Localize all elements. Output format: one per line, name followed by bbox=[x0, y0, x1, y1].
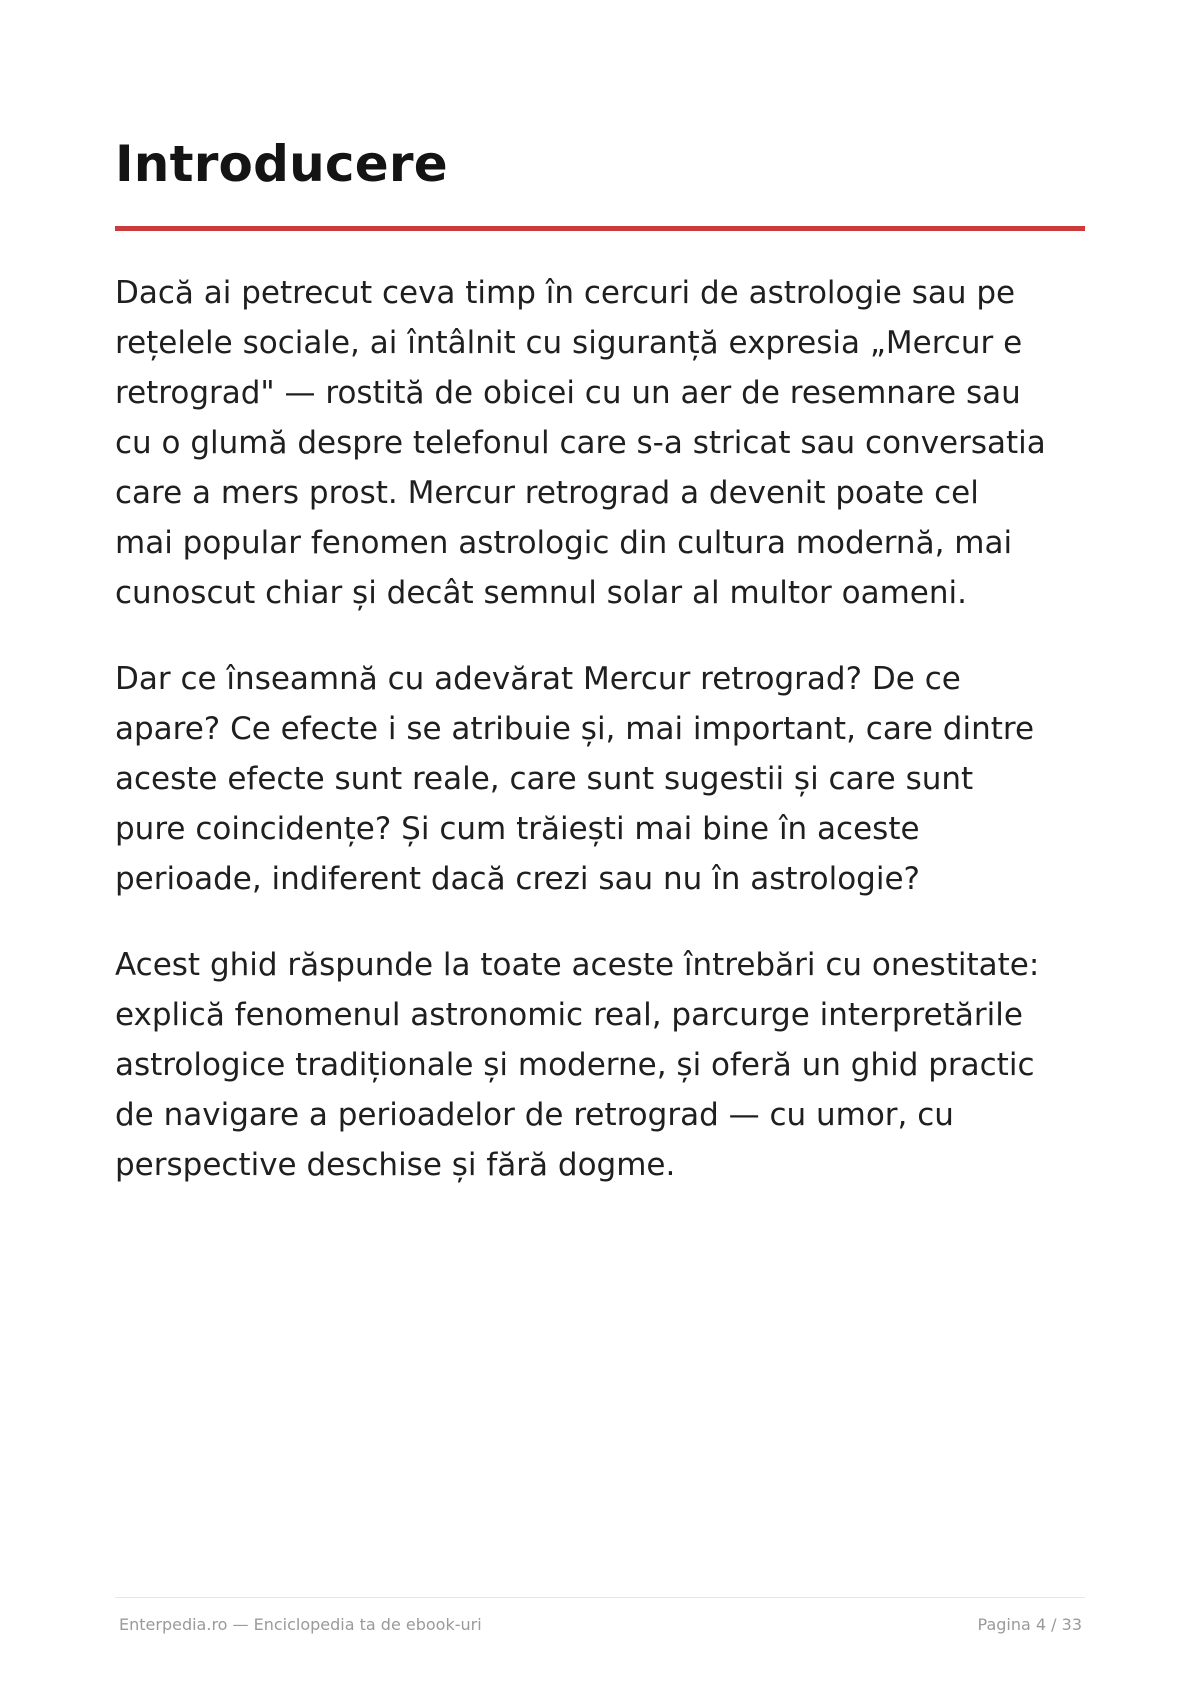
title-underline bbox=[115, 226, 1085, 231]
footer-site-label: Enterpedia.ro — Enciclopedia ta de ebook-uri bbox=[119, 1615, 482, 1634]
body-text bbox=[115, 268, 1095, 1226]
paragraph-2: Dar ce înseamnă cu adevărat Mercur retrograd? De ce apare? Ce efecte i se atribuie și, mai important, care dintre aceste efecte sunt reale, care sunt sugestii și care sunt pure coincidențe? Și cum trăiești mai bine în aceste perioade, indiferent dacă crezi sau nu în astrologie? bbox=[115, 661, 1035, 897]
footer-divider bbox=[115, 1597, 1085, 1598]
page-title: Introducere bbox=[115, 135, 448, 193]
paragraph-3: Acest ghid răspunde la toate aceste întrebări cu onestitate: explică fenomenul astronomic real, parcurge interpretările astrologice tradiționale și moderne, și oferă un ghid practic de navigare a perioadelor de retrograd — cu umor, cu perspective deschise și fără dogme. bbox=[115, 947, 1040, 1183]
paragraph-1: Dacă ai petrecut ceva timp în cercuri de astrologie sau pe rețelele sociale, ai întâlnit cu siguranță expresia „Mercur e retrograd" — rostită de obicei cu un aer de resemnare sau cu o glumă despre telefonul care s-a stricat sau conversatia care a mers prost. Mercur retrograd a devenit poate cel mai popular fenomen astrologic din cultura modernă, mai cunoscut chiar și decât semnul solar al multor oameni. bbox=[115, 275, 1046, 611]
footer-page-number: Pagina 4 / 33 bbox=[977, 1615, 1082, 1634]
